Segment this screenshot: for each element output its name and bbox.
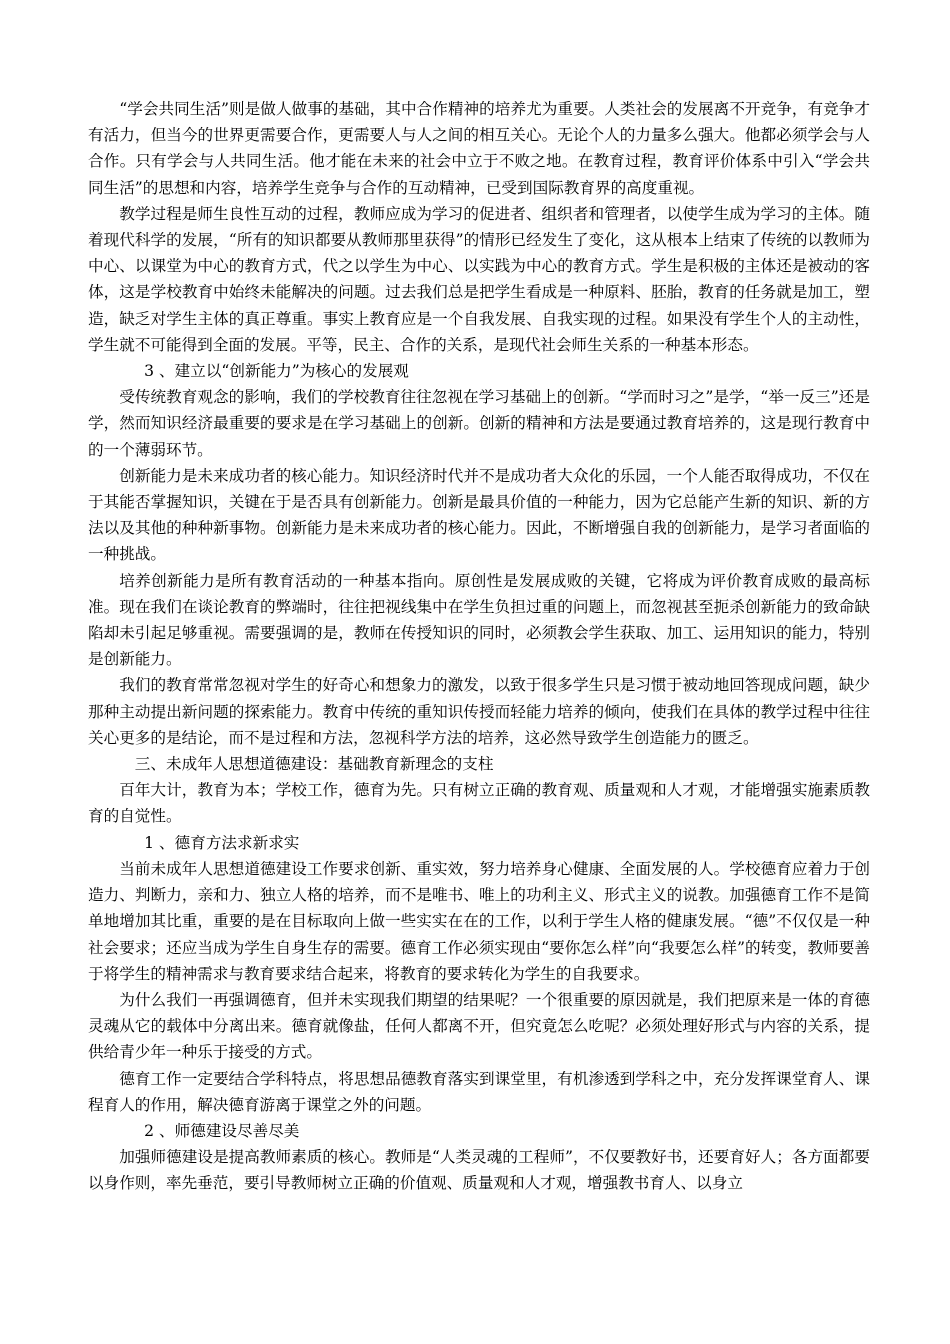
paragraph-why-moral-education: 为什么我们一再强调德育，但并未实现我们期望的结果呢？一个很重要的原因就是，我们把原来是一体的育德灵魂从它的载体中分离出来。德育就像盐，任何人都离不开，但究竟怎么吃呢？必须处理好形式与内容的关系，提供给青少年一种乐于接受的方式。	[88, 990, 870, 1062]
paragraph-education-foundation: 百年大计，教育为本；学校工作，德育为先。只有树立正确的教育观、质量观和人才观，才能增强实施素质教育的自觉性。	[88, 781, 870, 826]
paragraph-subject-integration: 德育工作一定要结合学科特点，将思想品德教育落实到课堂里，有机渗透到学科之中，充分发挥课堂育人、课程育人的作用，解决德育游离于课堂之外的问题。	[88, 1069, 870, 1114]
paragraph-teacher-ethics: 加强师德建设是提高教师素质的核心。教师是“人类灵魂的工程师”，不仅要教好书，还要育好人；各方面都要以身作则，率先垂范，要引导教师树立正确的价值观、质量观和人才观，增强教书育人、以身立	[88, 1148, 870, 1193]
paragraph-curiosity-imagination: 我们的教育常常忽视对学生的好奇心和想象力的激发，以致于很多学生只是习惯于被动地回答现成问题，缺少那种主动提出新问题的探索能力。教育中传统的重知识传授而轻能力培养的倾向，使我们在具体的教学过程中往往关心更多的是结论，而不是过程和方法，忽视科学方法的培养，这必然导致学生创造能力的匮乏。	[88, 676, 870, 747]
section-heading-innovation: 3 、建立以“创新能力”为核心的发展观	[144, 362, 409, 381]
section-heading-moral-methods: 1 、德育方法求新求实	[144, 833, 300, 852]
paragraph-cultivating-innovation: 培养创新能力是所有教育活动的一种基本指向。原创性是发展成败的关键，它将成为评价教育成败的最高标准。现在我们在谈论教育的弊端时，往往把视线集中在学生负担过重的问题上，而忽视甚至扼杀创新能力的致命缺陷却未引起足够重视。需要强调的是，教师在传授知识的同时，必须教会学生获取、加工、运用知识的能力，特别是创新能力。	[88, 571, 870, 669]
paragraph-cooperation: “学会共同生活”则是做人做事的基础，其中合作精神的培养尤为重要。人类社会的发展离不开竞争，有竞争才有活力，但当今的世界更需要合作，更需要人与人之间的相互关心。无论个人的力量多么强大。他都必须学会与人合作。只有学会与人共同生活。他才能在未来的社会中立于不败之地。在教育过程，教育评价体系中引入“学会共同生活”的思想和内容，培养学生竞争与合作的互动精神，已受到国际教育界的高度重视。	[88, 100, 870, 197]
paragraph-moral-work-innovation: 当前未成年人思想道德建设工作要求创新、重实效，努力培养身心健康、全面发展的人。学校德育应着力于创造力、判断力，亲和力、独立人格的培养，而不是唯书、唯上的功利主义、形式主义的说教。加强德育工作不是简单地增加其比重，重要的是在目标取向上做一些实实在在的工作，以利于学生人格的健康发展。“德”不仅仅是一种社会要求；还应当成为学生自身生存的需要。德育工作必须实现由“要你怎么样”向“我要怎么样”的转变，教师要善于将学生的精神需求与教育要求结合起来，将教育的要求转化为学生的自我要求。	[88, 859, 870, 983]
paragraph-teacher-student-interaction: 教学过程是师生良性互动的过程，教师应成为学习的促进者、组织者和管理者，以使学生成为学习的主体。随着现代科学的发展，“所有的知识都要从教师那里获得”的情形已经发生了变化，这从根本上结束了传统的以教师为中心、以课堂为中心的教育方式，代之以学生为中心、以实践为中心的教育方式。学生是积极的主体还是被动的客体，这是学校教育中始终未能解决的问题。过去我们总是把学生看成是一种原料、胚胎，教育的任务就是加工，塑造，缺乏对学生主体的真正尊重。事实上教育应是一个自我发展、自我实现的过程。如果没有学生个人的主动性，学生就不可能得到全面的发展。平等，民主、合作的关系，是现代社会师生关系的一种基本形态。	[88, 204, 870, 354]
paragraph-innovation-core-ability: 创新能力是未来成功者的核心能力。知识经济时代并不是成功者大众化的乐园，一个人能否取得成功，不仅在于其能否掌握知识，关键在于是否具有创新能力。创新是最具价值的一种能力，因为它总能产生新的知识、新的方法以及其他的种种新事物。创新能力是未来成功者的核心能力。因此，不断增强自我的创新能力，是学习者面临的一种挑战。	[88, 466, 870, 564]
chapter-heading-moral-education: 三、未成年人思想道德建设：基础教育新理念的支柱	[134, 755, 494, 774]
paragraph-traditional-education: 受传统教育观念的影响，我们的学校教育往往忽视在学习基础上的创新。“学而时习之”是学，“举一反三”还是学，然而知识经济最重要的要求是在学习基础上的创新。创新的精神和方法是要通过教育培养的，这是现行教育中的一个薄弱环节。	[88, 388, 870, 459]
document-page	[88, 96, 870, 1197]
section-heading-teacher-ethics: 2 、师德建设尽善尽美	[144, 1121, 300, 1140]
